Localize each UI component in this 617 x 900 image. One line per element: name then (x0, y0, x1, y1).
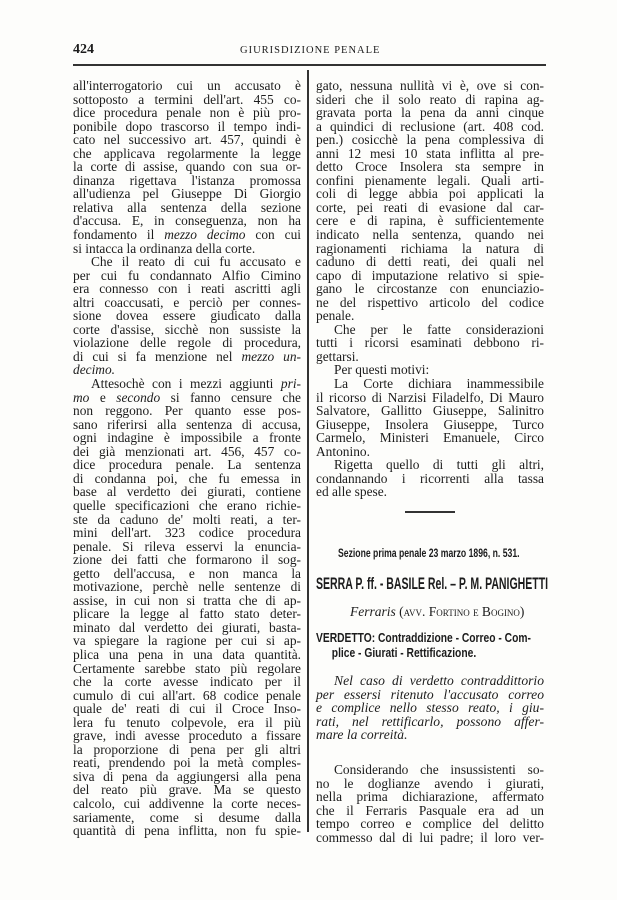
text-run: gano le circostanze con enunciazio- (316, 281, 544, 297)
text-run: grave, indi avesse proceduto a fissare (73, 728, 301, 744)
text-run: pen.) cosicchè la pena complessiva di (316, 132, 544, 148)
text-line (73, 756, 301, 770)
text-run: detto Croce Insolera sta sempre in (316, 159, 544, 175)
text-line (316, 391, 544, 405)
headnote-line: VERDETTO: Contraddizione - Correo - Com- (316, 630, 531, 645)
text-run: penale. Si rileva esservi la enuncia- (73, 538, 301, 554)
text-run: tutti i ricorsi esaminati debbono ri- (316, 335, 544, 351)
text-run: sottoposto a termini dell'art. 455 co- (73, 91, 301, 107)
text-run: dinanza rigettava l'istanza promossa (73, 172, 301, 188)
text-line (73, 336, 301, 350)
text-line (316, 445, 544, 459)
text-run: corte, pei reati di evasione dal car- (316, 199, 544, 215)
text-line (73, 242, 301, 256)
text-run: all'udienza pel Giuseppe Di Giorgio (73, 186, 301, 202)
text-run: gravata porta la pena da anni cinque (316, 105, 544, 121)
text-run: lera fu tenuto colpevole, era il più (73, 714, 301, 730)
text-line (73, 309, 301, 323)
text-run: Che il reato di cui fu accusato e (91, 254, 301, 270)
text-line (316, 228, 544, 242)
text-line (316, 485, 544, 499)
text-run: relativa alla sentenza della sezione (73, 199, 301, 215)
text-line (316, 242, 544, 256)
text-line (316, 363, 544, 377)
text-run: ponibile dopo trascorso il tempo indi- (73, 118, 301, 134)
text-line (316, 458, 544, 472)
text-line (316, 120, 544, 134)
text-run: si fanno censure che (160, 389, 301, 405)
text-run: sideri che il solo reato di rapina ag- (316, 91, 544, 107)
text-line (316, 472, 544, 486)
text-run: coli di legge abbia poi applicati la (316, 186, 544, 202)
text-run: non reggono. Per quanto esse pos- (73, 403, 301, 419)
text-line (73, 797, 301, 811)
text-line (73, 79, 301, 93)
text-run: Antonino. (316, 443, 370, 459)
text-run: caduno di detti reati, dei quali nel (316, 254, 544, 270)
text-run: dice procedura penale. La sentenza (73, 457, 301, 473)
text-line (73, 689, 301, 703)
text-run: reati, prendendo poi la metà comples- (73, 755, 301, 771)
text-run: era connesso con i reati ascritti agli (73, 281, 301, 297)
text-line (316, 323, 544, 337)
text-run: la proporzione di pena per gli altri (73, 741, 301, 757)
text-line (73, 648, 301, 662)
text-run: Considerando che insussistenti so- (334, 762, 544, 777)
text-run: il ricorso di Narzisi Filadelfo, Di Mauro (316, 389, 544, 405)
text-line (316, 201, 544, 215)
text-line (316, 777, 544, 791)
text-run: zione dei fatti che formarono il sog- (73, 552, 301, 568)
text-run: d'accusa. E, in conseguenza, non ha (73, 213, 301, 229)
text-line (316, 804, 544, 818)
text-line (73, 811, 301, 825)
text-line (73, 174, 301, 188)
text-run: anni 12 mesi 10 stata inflitta al pre- (316, 145, 544, 161)
text-run: che la corte avesse indicato per il (73, 674, 301, 690)
text-run: cere e di rapina, è sufficientemente (316, 213, 544, 229)
text-line (73, 729, 301, 743)
text-line (73, 201, 301, 215)
text-line (73, 350, 301, 364)
text-line (316, 790, 544, 804)
page-number: 424 (73, 42, 94, 57)
header-rule (73, 64, 546, 66)
text-run: plicare la legge al fatto stato deter- (73, 606, 301, 622)
text-line (73, 147, 301, 161)
text-line (316, 160, 544, 174)
text-line (316, 350, 544, 364)
text-run: altri coaccusati, e perciò per connes- (73, 294, 301, 310)
text-run: a quindici di reclusione (art. 408 cod. (316, 118, 544, 134)
italic-text: mezzo decimo (164, 227, 246, 243)
text-line (73, 363, 301, 377)
text-line (73, 540, 301, 554)
text-run: corte d'assise, sicchè non sussiste la (73, 321, 301, 337)
text-line (316, 763, 544, 777)
text-run: che applicava regolarmente la legge (73, 145, 301, 161)
text-line (73, 580, 301, 594)
text-line (73, 621, 301, 635)
italic-text: mezzo un- (241, 348, 302, 364)
running-title: GIURISDIZIONE PENALE (240, 45, 381, 56)
text-run: rati, nel rettificarlo, possono affer- (316, 713, 544, 729)
italic-text: mo (73, 389, 90, 405)
text-line (316, 296, 544, 310)
text-run: la corte di assise, quando con sua or- (73, 159, 301, 175)
text-run: siva di pena da aggiungersi alla pena (73, 768, 301, 784)
text-line (73, 431, 301, 445)
text-run: nella prima dichiarazione, affermato (316, 789, 544, 805)
headnote-line: plice - Giurati - Rettificazione. (331, 645, 477, 660)
text-run: fondamento il (73, 227, 165, 243)
text-run: gato, nessuna nullità vi è, ove si con- (316, 78, 544, 93)
text-line (73, 377, 301, 391)
text-run: no le doglianze avendo i giurati, (316, 775, 544, 791)
text-line (73, 93, 301, 107)
text-line (73, 607, 301, 621)
text-line (73, 485, 301, 499)
text-run: sano riferirsi alla sentenza di accusa, (73, 416, 301, 432)
text-run: Giuseppe, Insolera Giuseppe, Turco (316, 416, 544, 432)
text-run: mare la correità. (316, 727, 408, 743)
text-run: all'interrogatorio cui un accusato è (73, 78, 301, 93)
text-line (73, 296, 301, 310)
case-summary (316, 674, 544, 742)
left-column (73, 79, 301, 838)
text-run: Che per le fatte considerazioni (334, 321, 544, 337)
text-run: che il Ferraris Pasquale era ad un (316, 802, 544, 818)
text-line (73, 187, 301, 201)
text-line (73, 120, 301, 134)
text-line (73, 255, 301, 269)
text-run: quantità di pena inflitta, non fu spie- (73, 823, 301, 839)
text-line (316, 701, 544, 715)
text-line (316, 133, 544, 147)
text-run: Carmelo, Ministeri Emanuele, Circo (316, 430, 544, 446)
lawyers: (avv. Fortino e Bogino) (399, 604, 525, 619)
text-run: di condanna poi, che fu emessa in (73, 470, 301, 486)
text-line (73, 783, 301, 797)
text-run: dei già menzionati art. 456, 457 co- (73, 443, 301, 459)
text-line (73, 634, 301, 648)
text-line (316, 282, 544, 296)
text-run: quelle specificazioni che erano richie- (73, 497, 301, 513)
text-run: di cui si fa menzione nel (73, 348, 242, 364)
text-line (73, 269, 301, 283)
text-line (73, 702, 301, 716)
text-line (73, 513, 301, 527)
text-line (73, 133, 301, 147)
text-line (73, 824, 301, 838)
text-line (73, 499, 301, 513)
text-run: indicato nella sentenza, quando nei (316, 227, 544, 243)
text-line (316, 147, 544, 161)
text-line (73, 770, 301, 784)
text-run: Rigetta quello di tutti gli altri, (334, 457, 544, 473)
text-line (316, 336, 544, 350)
text-line (316, 309, 544, 323)
text-run: motivazione, perchè nelle sentenze di (73, 579, 301, 595)
text-line (73, 323, 301, 337)
text-line (316, 214, 544, 228)
party-name: Ferraris (350, 604, 396, 619)
text-line (73, 567, 301, 581)
text-run: getto dell'accusa, e non manca la (73, 565, 301, 581)
text-run: sione dovea essere giudicato dalla (73, 308, 301, 324)
text-line (73, 445, 301, 459)
text-line (316, 674, 544, 688)
text-line (316, 255, 544, 269)
text-run: per essersi ritenuto l'accusato correo (316, 686, 544, 702)
text-run: va spiegare la ragione per cui si ap- (73, 633, 301, 649)
case-parties (350, 604, 524, 620)
text-line (316, 269, 544, 283)
text-run: plica una pena in una data quantità. (73, 646, 301, 662)
text-line (316, 404, 544, 418)
text-line (73, 160, 301, 174)
case-judges: SERRA P. ff. - BASILE Rel. – P. M. PANIGHETTI (316, 574, 549, 593)
text-run: ne del rispettivo articolo del codice (316, 294, 544, 310)
text-run: con cui (245, 227, 302, 243)
text-line (73, 391, 301, 405)
text-run: sariamente, come si desume dalla (73, 809, 301, 825)
text-line (73, 675, 301, 689)
text-line (316, 431, 544, 445)
case-body (316, 763, 544, 844)
text-run: Certamente sarebbe stato più regolare (73, 660, 301, 676)
text-run: calcolo, cui addivenne la corte neces- (73, 795, 301, 811)
italic-text: pri- (280, 376, 301, 392)
text-run: commesso dal di lui padre; il loro ver- (316, 829, 544, 845)
text-run: ogni indagine è impossibile a fronte (73, 430, 301, 446)
text-run: cumulo di cui all'art. 68 codice penale (73, 687, 301, 703)
text-line (316, 831, 544, 845)
text-line (73, 526, 301, 540)
text-run: del reato più grave. Ma se questo (73, 782, 301, 798)
text-run: penale. (316, 308, 355, 324)
text-run: Attesochè con i mezzi aggiunti (91, 376, 281, 392)
text-line (73, 418, 301, 432)
text-line (73, 106, 301, 120)
text-line (73, 743, 301, 757)
text-run: base al verdetto dei giurati, contiene (73, 484, 301, 500)
text-run: quale de' reati di cui il Croce Inso- (73, 701, 301, 717)
right-column (316, 79, 544, 499)
text-line (73, 716, 301, 730)
italic-text: decimo. (73, 362, 116, 378)
text-run: confini pienamente legali. Quali arti- (316, 172, 544, 188)
text-line (316, 715, 544, 729)
text-run: si intacca la ordinanza della corte. (73, 240, 256, 256)
column-divider (307, 70, 309, 832)
text-run: Per questi motivi: (334, 362, 430, 378)
text-line (316, 418, 544, 432)
text-line (73, 662, 301, 676)
text-line (316, 817, 544, 831)
text-run: minato dal verdetto dei giurati, basta- (73, 619, 301, 635)
section-separator (405, 511, 455, 513)
text-run: ed alle spese. (316, 484, 388, 500)
text-line (316, 174, 544, 188)
text-line (73, 472, 301, 486)
text-line (316, 728, 544, 742)
text-run: tempo correo e complice del delitto (316, 816, 544, 832)
text-line (73, 594, 301, 608)
text-run: ragionamenti richiama la natura di (316, 240, 544, 256)
text-line (73, 214, 301, 228)
text-run: Salvatore, Gallitto Giuseppe, Salinitro (316, 403, 544, 419)
text-line (73, 458, 301, 472)
text-run: capo di imputazione relativo si spie- (316, 267, 544, 283)
text-run: assise, in cui non si tratta che di ap- (73, 592, 301, 608)
text-line (73, 404, 301, 418)
text-run: e (89, 389, 117, 405)
text-line (316, 187, 544, 201)
headnote (316, 630, 531, 660)
text-line (73, 228, 301, 242)
text-run: dice procedura penale non è più pro- (73, 105, 301, 121)
text-line (73, 553, 301, 567)
case-section-date: Sezione prima penale 23 marzo 1896, n. 531. (338, 546, 520, 560)
text-run: Nel caso di verdetto contraddittorio (334, 673, 544, 688)
text-line (316, 377, 544, 391)
text-line (316, 93, 544, 107)
italic-text: secondo (116, 389, 161, 405)
text-line (316, 79, 544, 93)
text-run: La Corte dichiara inammessibile (334, 376, 544, 392)
text-line (73, 282, 301, 296)
text-line (316, 688, 544, 702)
text-run: gettarsi. (316, 348, 359, 364)
text-run: violazione delle regole di procedura, (73, 335, 301, 351)
text-run: condannando i ricorrenti alla tassa (316, 470, 544, 486)
text-run: e complice nello stesso reato, i giu- (316, 700, 544, 716)
text-run: mini dell'art. 323 codice procedura (73, 525, 301, 541)
text-run: per cui fu condannato Alfio Cimino (73, 267, 301, 283)
text-run: cato nel successivo art. 457, quindi è (73, 132, 301, 148)
text-run: ste da caduno de' molti reati, a ter- (73, 511, 301, 527)
text-line (316, 106, 544, 120)
